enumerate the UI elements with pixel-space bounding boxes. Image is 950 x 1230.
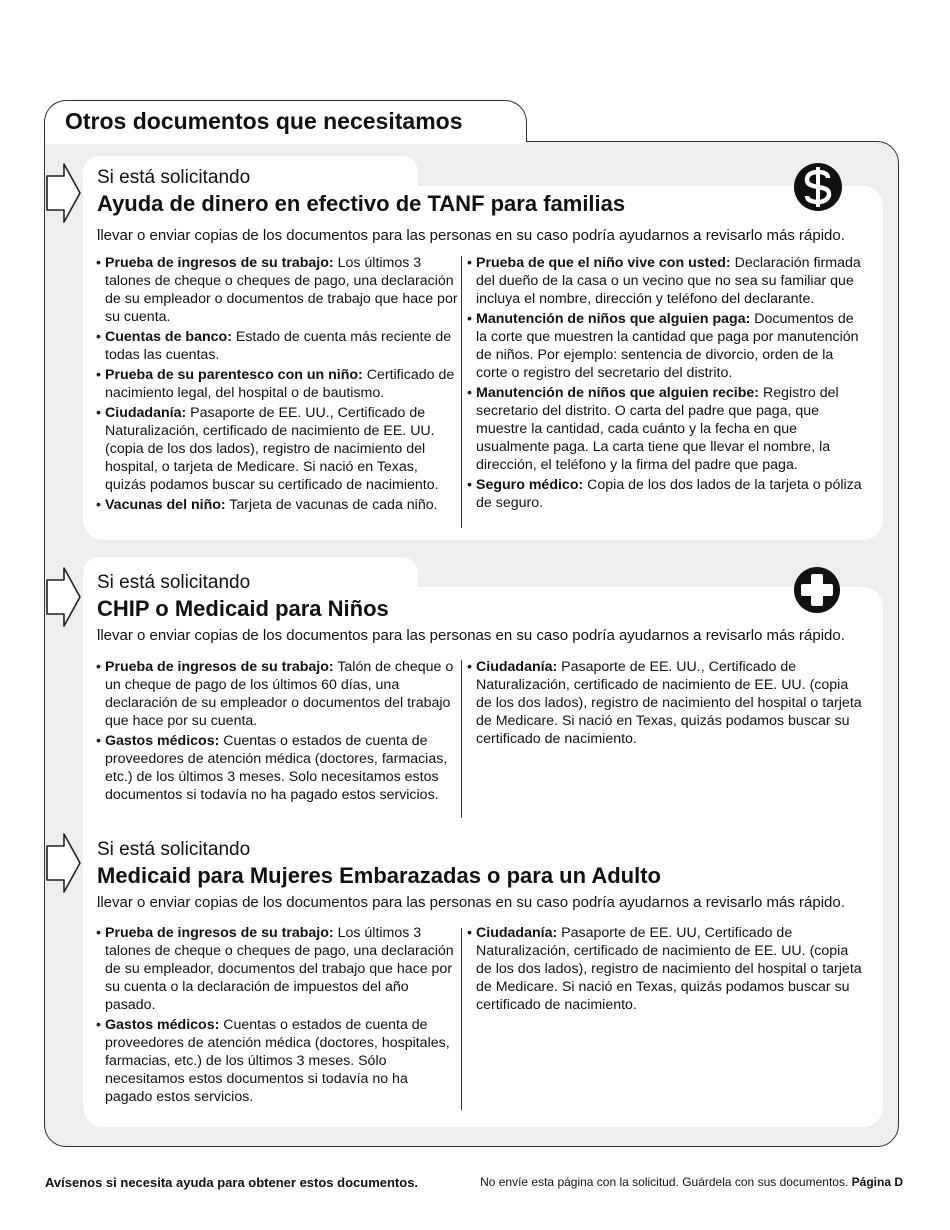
dollar-icon <box>793 162 843 212</box>
arrow-right-icon <box>46 566 82 628</box>
tanf-pre-title: Si está solicitando <box>97 167 251 188</box>
tanf-intro: llevar o enviar copias de los documentos para las personas en su caso podría ayudarnos a revisarlo más rápido. <box>97 227 845 244</box>
tanf-left-list <box>96 254 458 516</box>
adult-intro: llevar o enviar copias de los documentos para las personas en su caso podría ayudarnos a revisarlo más rápido. <box>97 894 845 911</box>
footer-help: Avísenos si necesita ayuda para obtener estos documentos. <box>45 1175 419 1190</box>
adult-title: Medicaid para Mujeres Embarazadas o para un Adulto <box>97 863 661 888</box>
list-item: • Gastos médicos: Cuentas o estados de cuenta de proveedores de atención médica (doctores, hospitales, farmacias, etc.) de los últimos 3 meses. Sólo necesitamos estos documentos si todavía no ha pagado estos servicios. <box>96 1017 450 1105</box>
chip-left-list <box>96 658 458 806</box>
adult-pre-title: Si está solicitando <box>97 839 251 860</box>
footer-note <box>480 1175 903 1189</box>
column-divider <box>461 928 462 1110</box>
list-item: • Prueba de que el niño vive con usted: Declaración firmada del dueño de la casa o un vecino que no sea su familiar que incluya el nombre, dirección y teléfono del declarante. <box>467 255 861 307</box>
arrow-right-icon <box>46 162 82 224</box>
list-item: • Manutención de niños que alguien paga: Documentos de la corte que muestren la cantidad que paga por manutención de niños. Por ejemplo: sentencia de divorcio, orden de la corte o registro del secretario del distrito. <box>467 311 859 381</box>
arrow-right-icon <box>46 832 82 894</box>
list-item: • Ciudadanía: Pasaporte de EE. UU, Certificado de Naturalización, certificado de nacimiento de EE. UU. (copia de los dos lados), registro de nacimiento del hospital o tarjeta de Medicare. Si nació en Texas, quizás podamos buscar su certificado de nacimiento. <box>467 925 862 1013</box>
chip-right-list <box>467 658 867 750</box>
column-divider <box>461 256 462 528</box>
list-item: • Prueba de ingresos de su trabajo: Talón de cheque o un cheque de pago de los últimos 60 días, una declaración de su empleador o documentos del trabajo que hace por su cuenta. <box>96 659 454 729</box>
list-item: • Ciudadanía: Pasaporte de EE. UU., Certificado de Naturalización, certificado de nacimiento de EE. UU. (copia de los dos lados), registro de nacimiento del hospital o tarjeta de Medicare. Si nació en Texas, quizás podamos buscar su certificado de nacimiento. <box>467 659 862 747</box>
tanf-right-list <box>467 254 867 514</box>
page-title: Otros documentos que necesitamos <box>65 108 463 134</box>
column-divider <box>461 660 462 818</box>
list-item: • Prueba de ingresos de su trabajo: Los últimos 3 talones de cheque o cheques de pago, una declaración de su empleador, documentos del trabajo que hace por su cuenta o la declaración de impuestos del año pasado. <box>96 925 454 1013</box>
page-number: Página D <box>851 1175 903 1189</box>
chip-pre-title: Si está solicitando <box>97 572 251 593</box>
list-item: • Cuentas de banco: Estado de cuenta más reciente de todas las cuentas. <box>96 329 452 363</box>
list-item: • Gastos médicos: Cuentas o estados de cuenta de proveedores de atención médica (doctores, farmacias, etc.) de los últimos 3 meses. Solo necesitamos estos documentos si todavía no ha pagado estos servicios. <box>96 733 448 803</box>
cross-icon <box>793 566 841 614</box>
chip-title: CHIP o Medicaid para Niños <box>97 596 389 621</box>
footer-note-text: No envíe esta página con la solicitud. Guárdela con sus documentos. <box>480 1175 849 1189</box>
list-item: • Manutención de niños que alguien recibe: Registro del secretario del distrito. O carta del padre que paga, que muestre la cantidad, cada cuánto y la fecha en que usualmente paga. La carta tiene que llevar el nombre, la dirección, el teléfono y la firma del padre que paga. <box>467 385 839 473</box>
adult-right-list <box>467 924 867 1016</box>
list-item: • Prueba de ingresos de su trabajo: Los últimos 3 talones de cheque o cheques de pago, una declaración de su empleador o documentos de trabajo que hace por su cuenta. <box>96 255 458 325</box>
chip-intro: llevar o enviar copias de los documentos para las personas en su caso podría ayudarnos a revisarlo más rápido. <box>97 627 845 644</box>
tanf-title: Ayuda de dinero en efectivo de TANF para familias <box>97 191 626 216</box>
list-item: • Seguro médico: Copia de los dos lados de la tarjeta o póliza de seguro. <box>467 477 862 511</box>
list-item: • Prueba de su parentesco con un niño: Certificado de nacimiento legal, del hospital o de bautismo. <box>96 367 455 401</box>
list-item: • Ciudadanía: Pasaporte de EE. UU., Certificado de Naturalización, certificado de nacimiento de EE. UU. (copia de los dos lados), registro de nacimiento del hospital, o tarjeta de Medicare. Si nació en Texas, quizás podamos buscar su certificado de nacimiento. <box>96 405 439 493</box>
list-item: • Vacunas del niño: Tarjeta de vacunas de cada niño. <box>96 497 438 513</box>
adult-left-list <box>96 924 458 1108</box>
